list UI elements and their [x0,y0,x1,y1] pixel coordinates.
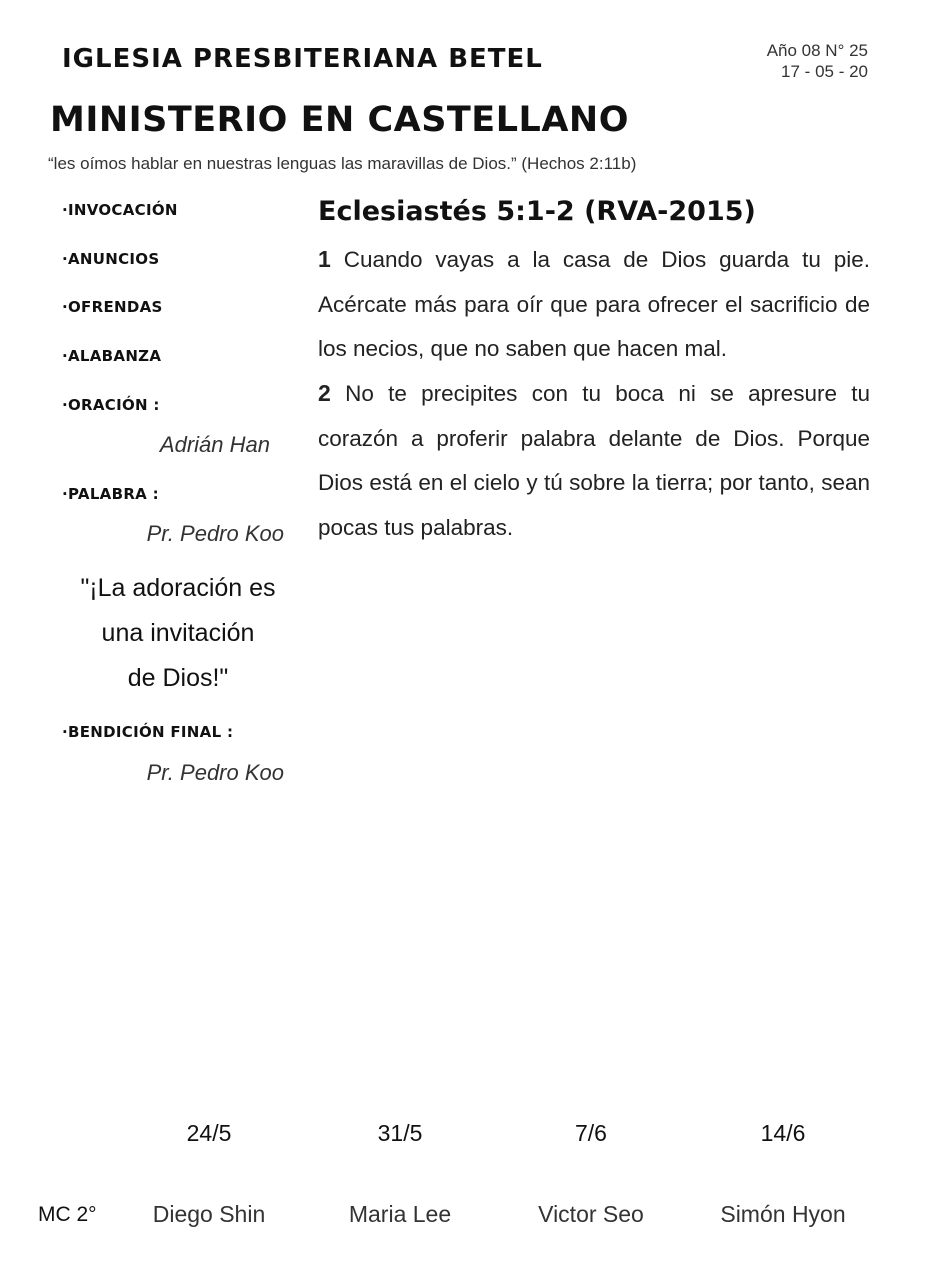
sermon-title [60,566,296,701]
order-bendicion: ·BENDICIÓN FINAL : [62,723,234,741]
verse-number: 1 [318,246,331,272]
reading-title: Eclesiastés 5:1-2 (RVA-2015) [318,196,756,227]
verse-text: No te precipites con tu boca ni se apresure tu corazón a proferir palabra delante de Dios. Porque Dios está en el cielo y tú sobre la tierra; por tanto, sean pocas tus palabras. [318,381,870,540]
schedule-date: 14/6 [760,1120,806,1146]
issue-number: Año 08 N° 25 [766,41,868,60]
order-alabanza: ·ALABANZA [62,347,162,365]
verse-1 [318,237,870,372]
order-oracion: ·ORACIÓN : [62,396,160,414]
verse-2 [318,371,870,550]
schedule-name: Victor Seo [538,1201,644,1227]
schedule-name: Diego Shin [152,1201,266,1227]
schedule-date: 24/5 [186,1120,232,1146]
order-invocacion: ·INVOCACIÓN [62,201,178,219]
sermon-title-line: de Dios!" [127,664,229,692]
sermon-title-line: una invitación [101,619,255,647]
schedule-date: 7/6 [575,1120,607,1146]
ministry-title: MINISTERIO EN CASTELLANO [50,100,629,140]
order-anuncios: ·ANUNCIOS [62,250,160,268]
church-name: IGLESIA PRESBITERIANA BETEL [62,44,543,74]
oracion-person: Adrián Han [159,432,270,457]
issue-date: 17 - 05 - 20 [781,62,868,81]
palabra-person: Pr. Pedro Koo [146,521,284,546]
issue-info [767,40,868,82]
verse-number: 2 [318,380,331,406]
schedule-date: 31/5 [377,1120,423,1146]
order-ofrendas: ·OFRENDAS [62,298,163,316]
order-palabra: ·PALABRA : [62,485,159,503]
bendicion-person: Pr. Pedro Koo [146,760,284,785]
sermon-title-line: "¡La adoración es [80,574,276,602]
verse-text: Cuando vayas a la casa de Dios guarda tu pie. Acércate más para oír que para ofrecer el sacrificio de los necios, que no saben que hacen mal. [318,247,870,361]
motto-verse: “les oímos hablar en nuestras lenguas las maravillas de Dios.” (Hechos 2:11b) [48,154,637,173]
schedule-name: Maria Lee [348,1201,452,1227]
schedule-name: Simón Hyon [720,1201,846,1227]
schedule-row-label: MC 2° [38,1203,97,1226]
